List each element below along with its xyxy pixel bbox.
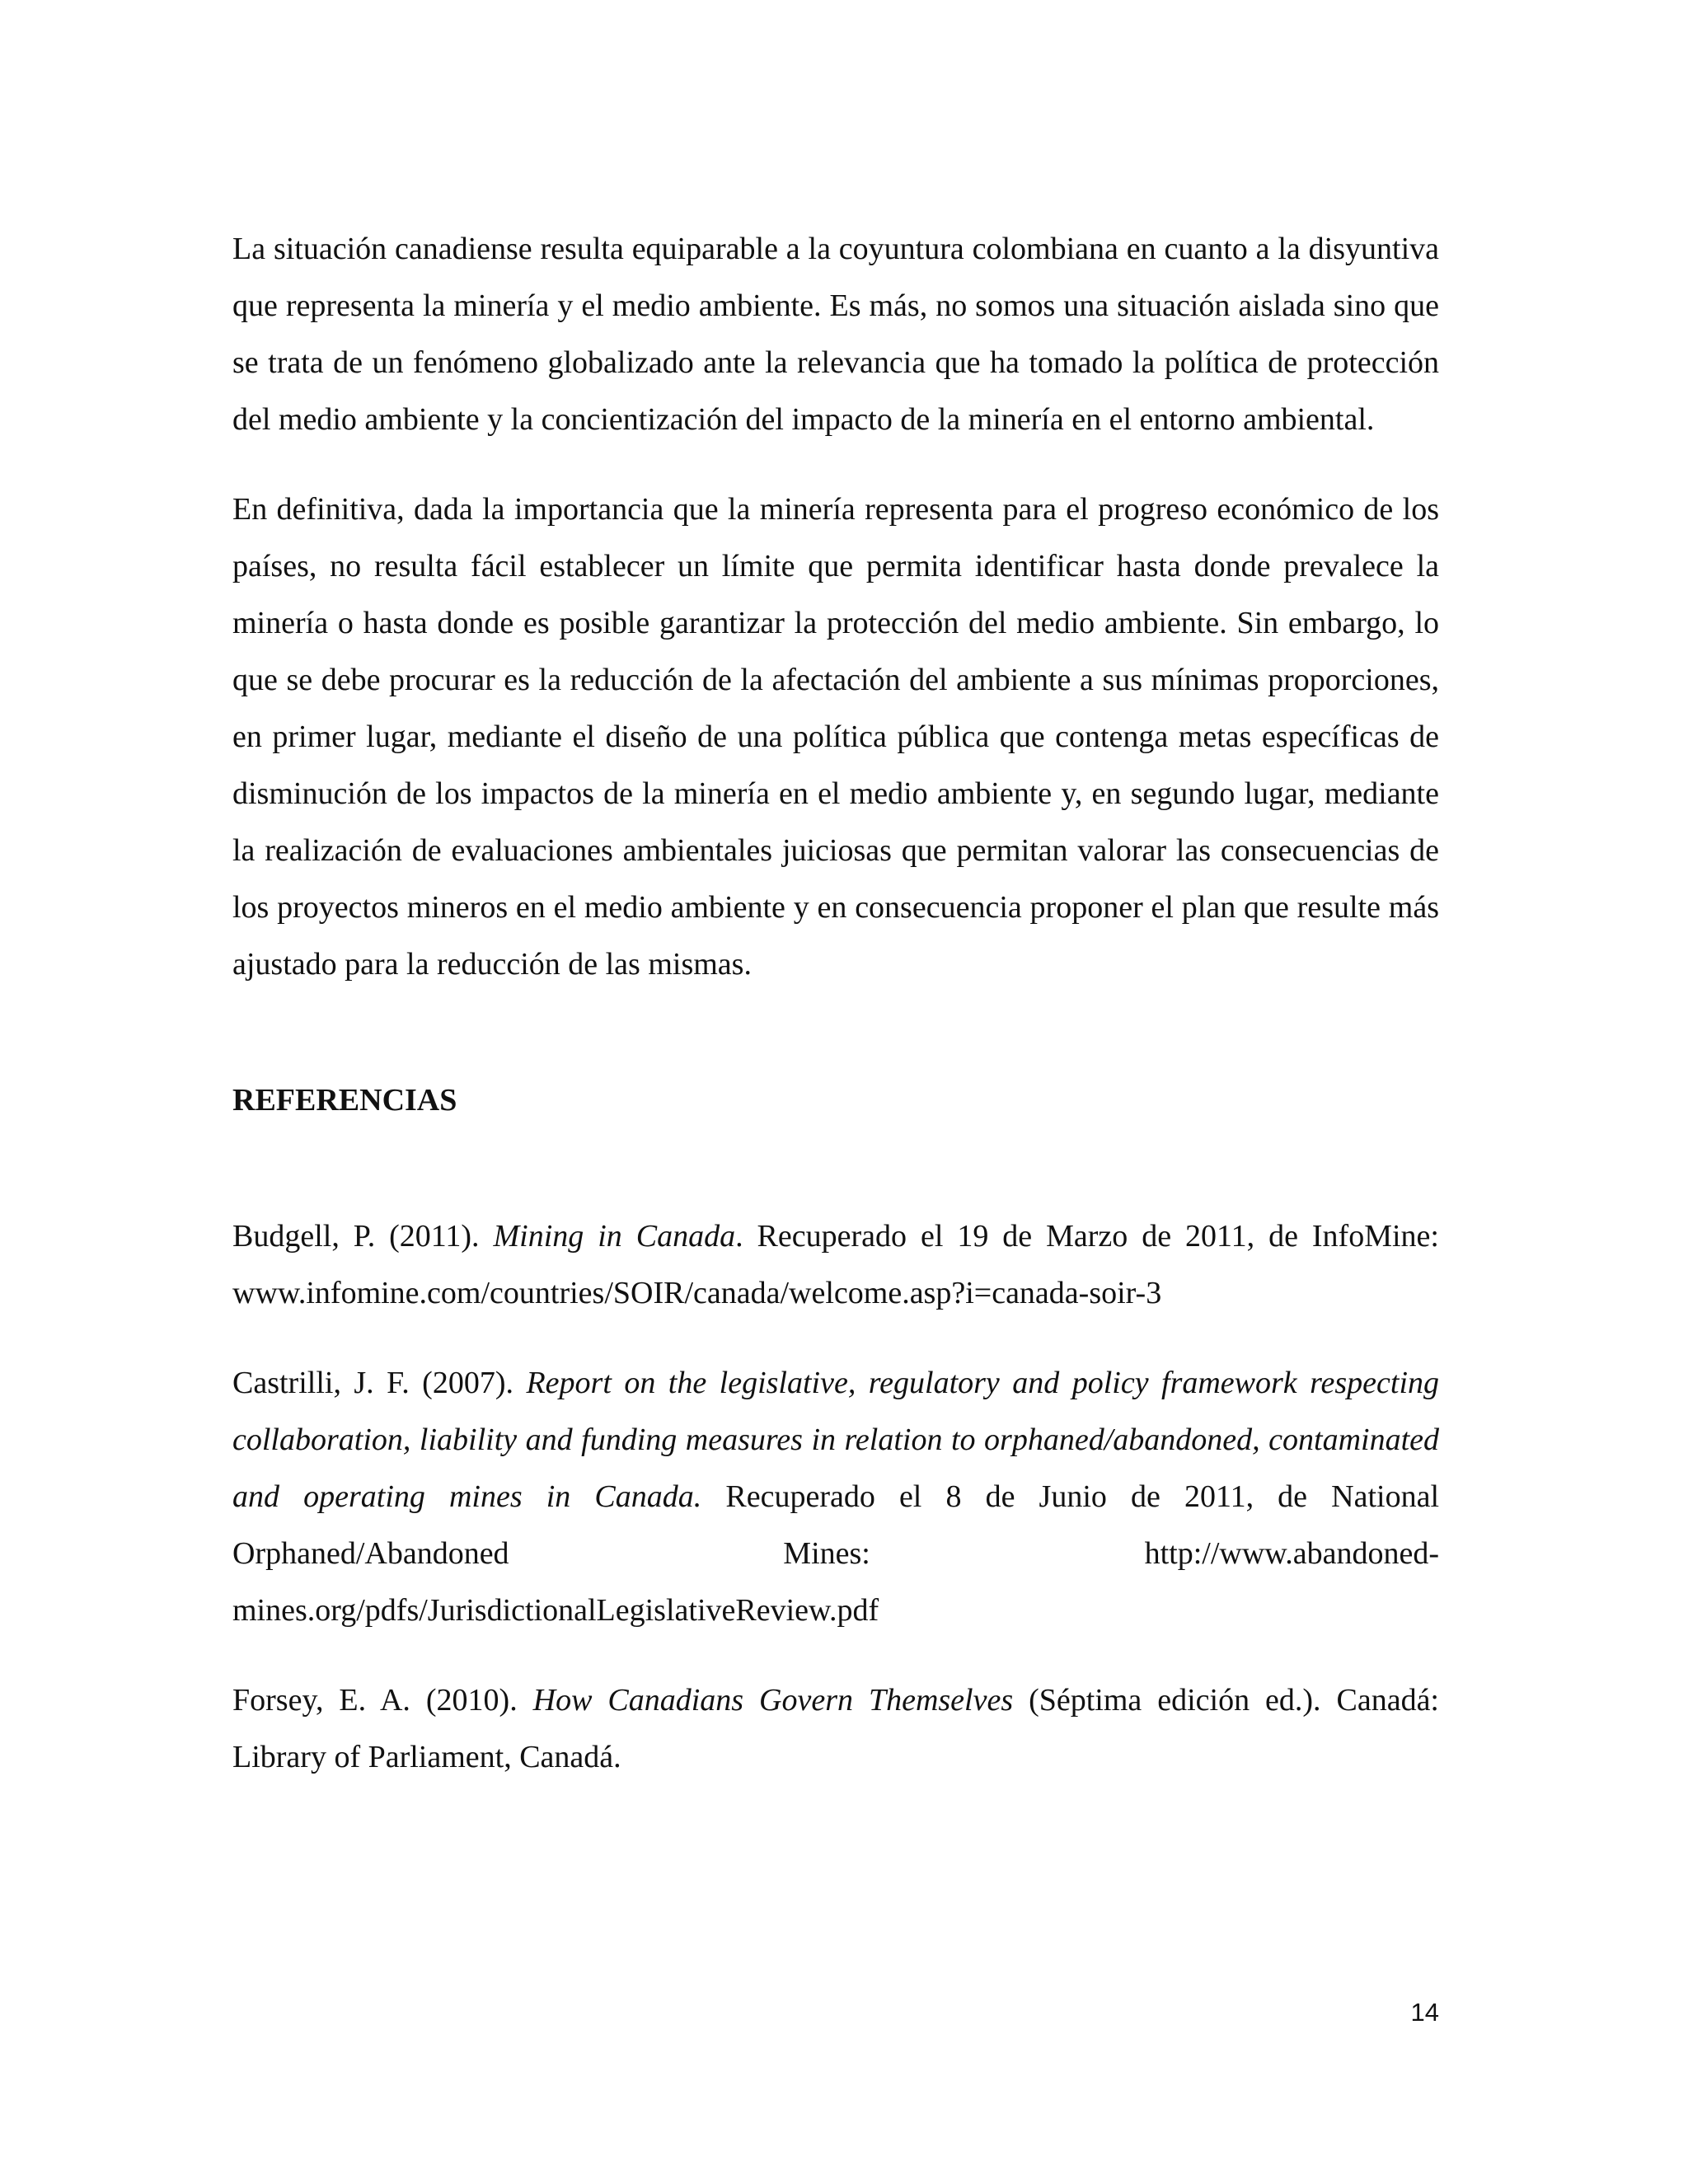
body-paragraph: La situación canadiense resulta equiparable a la coyuntura colombiana en cuanto a la disyuntiva que representa la minería y el medio ambiente. Es más, no somos una situación aislada sino que se trata de un fenómeno globalizado ante la relevancia que ha tomado la política de protección del medio ambiente y la concientización del impacto de la minería en el entorno ambiental. bbox=[232, 232, 1439, 437]
references-heading: REFERENCIAS bbox=[232, 1083, 457, 1118]
reference-source: . Recuperado el 19 de Marzo de 2011, de InfoMine: www.infomine.com/countries/SOIR/canada/welcome.asp?i=canada-soir-3 bbox=[232, 1219, 1439, 1310]
page-content bbox=[232, 221, 1439, 1786]
reference-author-year: Castrilli, J. F. (2007). bbox=[232, 1366, 527, 1400]
reference-entry bbox=[232, 1355, 1439, 1639]
reference-title: Report on the legislative, regulatory and policy framework respecting collaboration, liability and funding measures in relation to orphaned/abandoned, contaminated and operating mines in Canada. bbox=[232, 1366, 1439, 1514]
reference-source: (Séptima edición ed.). Canadá: Library of Parliament, Canadá. bbox=[232, 1683, 1439, 1774]
body-paragraph: En definitiva, dada la importancia que la minería representa para el progreso económico de los países, no resulta fácil establecer un límite que permita identificar hasta donde prevalece la minería o hasta donde es posible garantizar la protección del medio ambiente. Sin embargo, lo que se debe procurar es la reducción de la afectación del ambiente a sus mínimas proporciones, en primer lugar, mediante el diseño de una política pública que contenga metas específicas de disminución de los impactos de la minería en el medio ambiente y, en segundo lugar, mediante la realización de evaluaciones ambientales juiciosas que permitan valorar las consecuencias de los proyectos mineros en el medio ambiente y en consecuencia proponer el plan que resulte más ajustado para la reducción de las mismas. bbox=[232, 492, 1439, 982]
reference-title: Mining in Canada bbox=[493, 1219, 736, 1254]
page-number: 14 bbox=[1410, 1998, 1439, 2027]
reference-entry bbox=[232, 1672, 1439, 1786]
reference-entry bbox=[232, 1208, 1439, 1322]
reference-author-year: Budgell, P. (2011). bbox=[232, 1219, 494, 1254]
reference-title: How Canadians Govern Themselves bbox=[532, 1683, 1014, 1718]
references-list bbox=[232, 1208, 1439, 1786]
reference-source: Recuperado el 8 de Junio de 2011, de National Orphaned/Abandoned Mines: http://www.abandoned-mines.org/pdfs/JurisdictionalLegislativeReview.pdf bbox=[232, 1479, 1439, 1628]
reference-author-year: Forsey, E. A. (2010). bbox=[232, 1683, 533, 1718]
